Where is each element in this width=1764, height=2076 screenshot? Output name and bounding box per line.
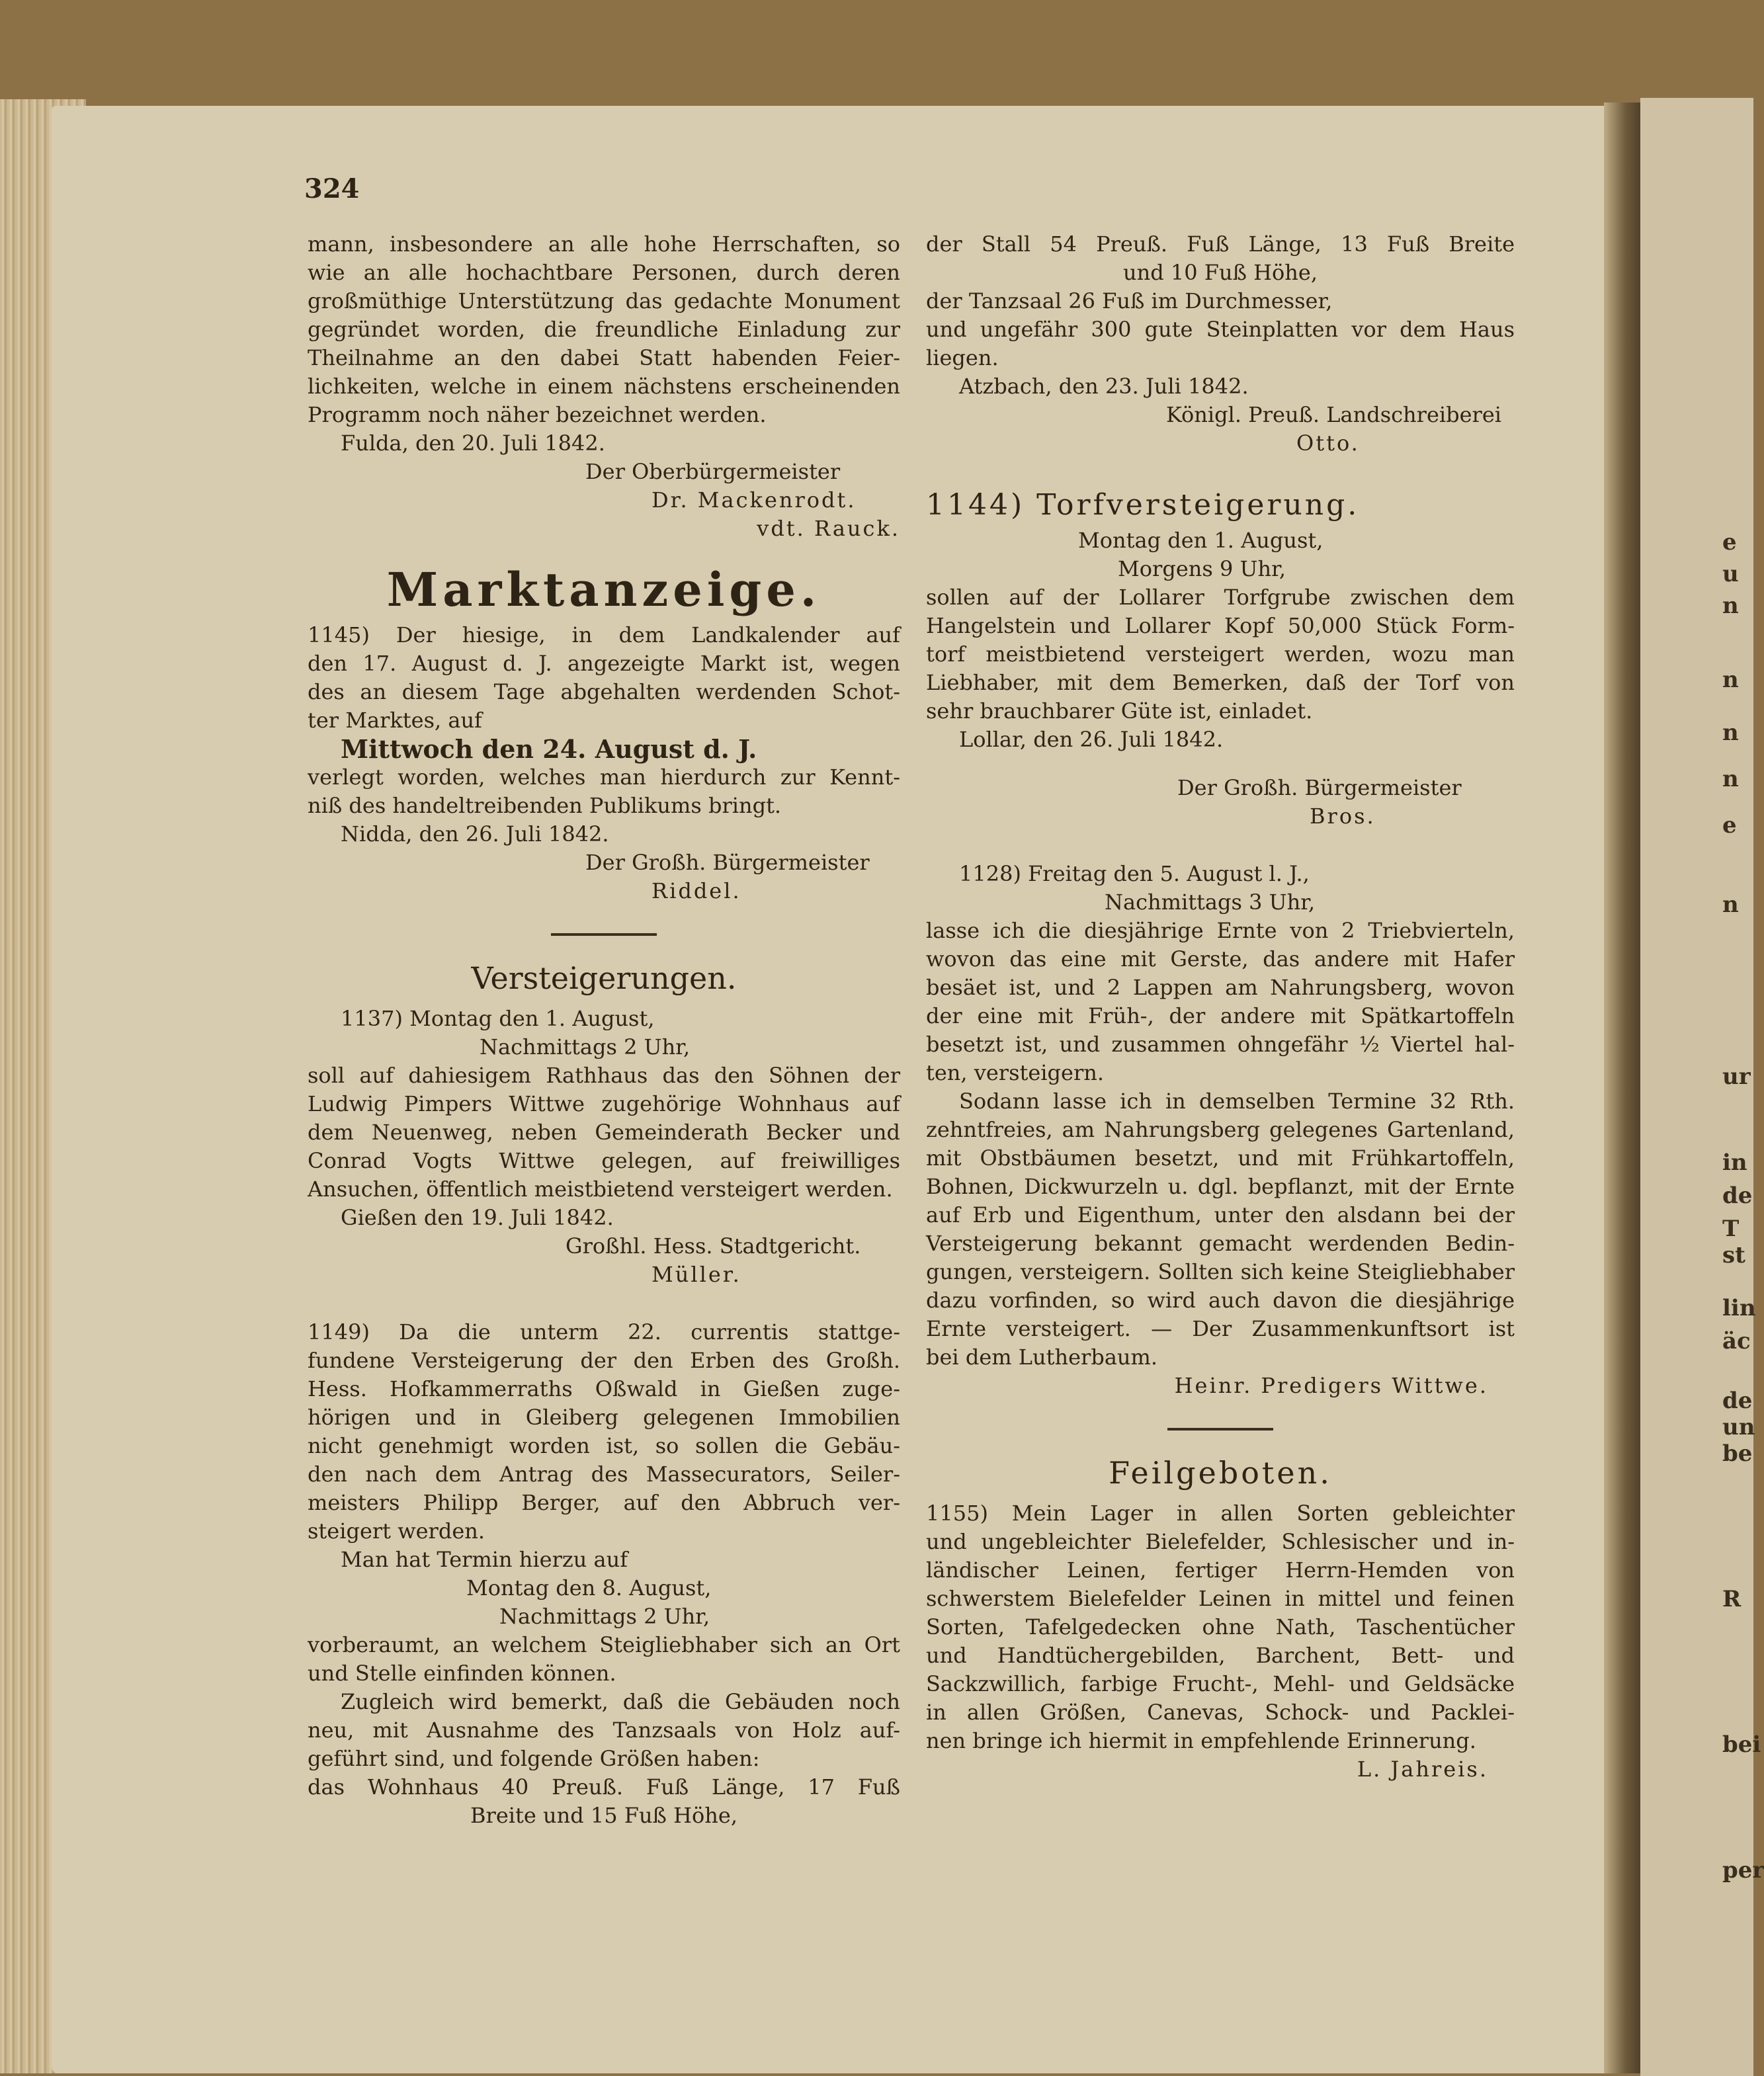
notice-1128-line: gungen, versteigern. Sollten sich keine Steigliebhaber (926, 1259, 1515, 1284)
notice-1155-line: nen bringe ich hiermit in empfehlende Erinnerung. (926, 1728, 1476, 1753)
notice-1149-continued-line: und 10 Fuß Höhe, (1122, 260, 1318, 285)
notice-1155-line: und ungebleichter Bielefelder, Schlesischer und in- (926, 1529, 1515, 1554)
notice-1137-head: 1137) Montag den 1. August, (341, 1006, 655, 1031)
section-divider (1167, 1428, 1273, 1431)
notice-1137-line: dem Neuenweg, neben Gemeinderath Becker und (308, 1120, 900, 1145)
notice-1149-line: Breite und 15 Fuß Höhe, (470, 1803, 737, 1828)
signature-name: Bros. (1310, 804, 1376, 829)
signature-name: Riddel. (651, 878, 741, 903)
signature-title: Der Großh. Bürgermeister (1177, 775, 1462, 800)
section-heading-marktanzeige: Marktanzeige. (386, 562, 821, 617)
next-page-fragment: äc (1722, 1328, 1751, 1354)
notice-1149-date: Montag den 8. August, (466, 1575, 712, 1600)
next-page-fragment: n (1722, 593, 1739, 619)
signature-name: L. Jahreis. (1357, 1757, 1488, 1782)
notice-1128-line: zehntfreies, am Nahrungsberg gelegenes Gartenland, (926, 1117, 1515, 1142)
notice-1128-line: lasse ich die diesjährige Ernte von 2 Triebvierteln, (926, 918, 1515, 943)
notice-1128-line: wovon das eine mit Gerste, das andere mit Hafer (926, 946, 1515, 972)
notice-1137-line: Conrad Vogts Wittwe gelegen, auf freiwilliges (308, 1148, 900, 1173)
notice-1137-line: soll auf dahiesigem Rathhaus das den Söhnen der (308, 1063, 900, 1088)
notice-1145-date-bold: Mittwoch den 24. August d. J. (341, 734, 757, 764)
notice-1144-heading: 1144) Torfversteigerung. (926, 488, 1360, 522)
signature-vdt: vdt. Rauck. (757, 516, 900, 541)
notice-1144-line: sollen auf der Lollarer Torfgrube zwischen dem (926, 585, 1515, 610)
notice-1144-line: Hangelstein und Lollarer Kopf 50,000 Stück Form- (926, 613, 1515, 638)
text-line: Theilnahme an den dabei Statt habenden Feier- (308, 345, 900, 370)
notice-1145-line: ter Marktes, auf (308, 708, 482, 733)
book-gutter (1604, 103, 1640, 2073)
notice-1137-time: Nachmittags 2 Uhr, (480, 1034, 691, 1059)
signature-title: Königl. Preuß. Landschreiberei (1165, 402, 1501, 427)
notice-1149-time: Nachmittags 2 Uhr, (499, 1604, 710, 1629)
dateline: Atzbach, den 23. Juli 1842. (959, 374, 1249, 399)
notice-1149-continued-line: der Tanzsaal 26 Fuß im Durchmesser, (926, 288, 1333, 313)
next-page-fragment: n (1722, 766, 1739, 792)
section-heading-feilgeboten: Feilgeboten. (1109, 1455, 1332, 1491)
signature-title: Der Großh. Bürgermeister (585, 850, 870, 875)
notice-1149-line: Zugleich wird bemerkt, daß die Gebäuden noch (341, 1689, 900, 1714)
next-page-fragment: in (1722, 1149, 1747, 1176)
notice-1155-line: ländischer Leinen, fertiger Herrn-Hemden von (926, 1557, 1515, 1583)
next-page-fragment: ur (1722, 1063, 1751, 1090)
dateline: Nidda, den 26. Juli 1842. (341, 821, 609, 847)
signature-name: Dr. Mackenrodt. (651, 487, 857, 513)
notice-1149-continued-line: und ungefähr 300 gute Steinplatten vor dem Haus (926, 317, 1515, 342)
notice-1145-line: niß des handeltreibenden Publikums bringt. (308, 793, 782, 818)
notice-1155-line: Sackzwillich, farbige Frucht-, Mehl- und Geldsäcke (926, 1671, 1515, 1696)
next-page-fragment: de (1722, 1183, 1753, 1209)
next-page-fragment: bei (1722, 1731, 1761, 1758)
notice-1128-line: dazu vorfinden, so wird auch davon die diesjährige (926, 1288, 1515, 1313)
notice-1149-continued-line: liegen. (926, 345, 999, 370)
notice-1149-line: neu, mit Ausnahme des Tanzsaals von Holz auf- (308, 1718, 900, 1743)
next-page-fragment: u (1722, 561, 1739, 587)
notice-1128-line: besetzt ist, und zusammen ohngefähr ½ Viertel hal- (926, 1032, 1515, 1057)
notice-1149-line: 1149) Da die unterm 22. currentis stattge- (308, 1319, 900, 1345)
notice-1149-line: steigert werden. (308, 1518, 485, 1544)
notice-1149-continued-line: der Stall 54 Preuß. Fuß Länge, 13 Fuß Breite (926, 231, 1515, 257)
notice-1145-line: verlegt worden, welches man hierdurch zur Kennt- (308, 765, 900, 790)
dateline: Fulda, den 20. Juli 1842. (341, 431, 605, 456)
section-divider (551, 933, 657, 936)
notice-1149-line: geführt sind, und folgende Größen haben: (308, 1746, 760, 1771)
next-page-fragment: st (1722, 1242, 1745, 1268)
next-page-fragment: n (1722, 667, 1739, 693)
next-page-fragment: e (1722, 812, 1737, 839)
next-page-fragment: de (1722, 1388, 1753, 1414)
next-page-fragment: T (1722, 1216, 1740, 1242)
notice-1128-line: ten, versteigern. (926, 1060, 1105, 1085)
notice-1128-line: Sodann lasse ich in demselben Termine 32 Rth. (959, 1089, 1515, 1114)
notice-1137-line: Ansuchen, öffentlich meistbietend versteigert werden. (308, 1177, 893, 1202)
text-line: Programm noch näher bezeichnet werden. (308, 402, 767, 427)
next-page-fragment: un (1722, 1414, 1755, 1440)
text-line: lichkeiten, welche in einem nächstens erscheinenden (308, 374, 900, 399)
notice-1149-line: den nach dem Antrag des Massecurators, Seiler- (308, 1462, 900, 1487)
notice-1128-line: auf Erb und Eigenthum, unter den alsdann bei der (926, 1202, 1515, 1227)
notice-1145-line: 1145) Der hiesige, in dem Landkalender auf (308, 622, 900, 647)
signature-name: Heinr. Predigers Wittwe. (1174, 1373, 1488, 1398)
notice-1149-line: hörigen und in Gleiberg gelegenen Immobilien (308, 1405, 900, 1430)
next-page-strip (1640, 98, 1764, 2076)
notice-1128-line: Versteigerung bekannt gemacht werdenden Bedin- (926, 1231, 1515, 1256)
left-column (308, 230, 900, 1830)
notice-1128-line: Bohnen, Dickwurzeln u. dgl. bepflanzt, mit der Ernte (926, 1174, 1515, 1199)
notice-1137-line: Ludwig Pimpers Wittwe zugehörige Wohnhaus auf (308, 1091, 900, 1116)
notice-1149-line: und Stelle einfinden können. (308, 1661, 616, 1686)
notice-1145-line: des an diesem Tage abgehalten werdenden Schot- (308, 679, 900, 704)
notice-1149-line: das Wohnhaus 40 Preuß. Fuß Länge, 17 Fuß (308, 1774, 900, 1800)
page-number: 324 (304, 173, 360, 204)
signature-title: Großhl. Hess. Stadtgericht. (566, 1233, 861, 1259)
text-line: großmüthige Unterstützung das gedachte Monument (308, 288, 900, 313)
next-page-fragment: be (1722, 1440, 1753, 1467)
notice-1144-line: sehr brauchbarer Güte ist, einladet. (926, 698, 1313, 724)
notice-1128-line: besäet ist, und 2 Lappen am Nahrungsberg, wovon (926, 975, 1515, 1000)
next-page-fragment: lin (1722, 1295, 1756, 1321)
notice-1128-line: mit Obstbäumen besetzt, und mit Frühkartoffeln, (926, 1145, 1515, 1171)
notice-1155-line: 1155) Mein Lager in allen Sorten gebleichter (926, 1501, 1515, 1526)
notice-1155-line: Sorten, Tafelgedecken ohne Nath, Taschentücher (926, 1614, 1515, 1640)
notice-1128-head: 1128) Freitag den 5. August l. J., (959, 861, 1310, 886)
notice-1128-line: der eine mit Früh-, der andere mit Spätkartoffeln (926, 1003, 1515, 1028)
section-heading-versteigerungen: Versteigerungen. (471, 960, 737, 996)
notice-1149-line: fundene Versteigerung der den Erben des Großh. (308, 1348, 900, 1373)
notice-1144-time: Morgens 9 Uhr, (1118, 556, 1286, 581)
notice-1128-line: Ernte versteigert. — Der Zusammenkunftsort ist (926, 1316, 1515, 1341)
notice-1144-date: Montag den 1. August, (1078, 528, 1323, 553)
dateline: Lollar, den 26. Juli 1842. (959, 727, 1224, 752)
next-page-fragment: per (1722, 1857, 1764, 1884)
text-line: mann, insbesondere an alle hohe Herrschaften, so (308, 231, 900, 257)
notice-1149-termin: Man hat Termin hierzu auf (341, 1547, 628, 1572)
notice-1149-line: meisters Philipp Berger, auf den Abbruch ver- (308, 1490, 900, 1515)
dateline: Gießen den 19. Juli 1842. (341, 1205, 614, 1230)
notice-1144-line: Liebhaber, mit dem Bemerken, daß der Torf von (926, 670, 1515, 695)
notice-1149-line: Hess. Hofkammerraths Oßwald in Gießen zuge- (308, 1376, 900, 1401)
next-page-fragment: e (1722, 529, 1737, 556)
notice-1145-line: den 17. August d. J. angezeigte Markt ist, wegen (308, 651, 900, 676)
text-line: wie an alle hochachtbare Personen, durch deren (308, 260, 900, 285)
notice-1155-line: in allen Größen, Canevas, Schock- und Packlei- (926, 1700, 1515, 1725)
signature-name: Otto. (1296, 431, 1360, 456)
notice-1155-line: schwerstem Bielefelder Leinen in mittel und feinen (926, 1586, 1515, 1611)
notice-1149-line: nicht genehmigt worden ist, so sollen die Gebäu- (308, 1433, 900, 1458)
right-column (926, 230, 1515, 1784)
notice-1155-line: und Handtüchergebilden, Barchent, Bett- und (926, 1643, 1515, 1668)
notice-1128-time: Nachmittags 3 Uhr, (1105, 890, 1316, 915)
next-page-fragment: R (1722, 1586, 1742, 1612)
signature-name: Müller. (651, 1262, 741, 1287)
signature-title: Der Oberbürgermeister (585, 459, 841, 484)
text-line: gegründet worden, die freundliche Einladung zur (308, 317, 900, 342)
notice-1149-line: vorberaumt, an welchem Steigliebhaber sich an Ort (308, 1632, 900, 1657)
next-page-fragment: n (1722, 720, 1739, 746)
notice-1144-line: torf meistbietend versteigert werden, wozu man (926, 642, 1515, 667)
notice-1128-line: bei dem Lutherbaum. (926, 1345, 1158, 1370)
next-page-fragment: n (1722, 892, 1739, 918)
